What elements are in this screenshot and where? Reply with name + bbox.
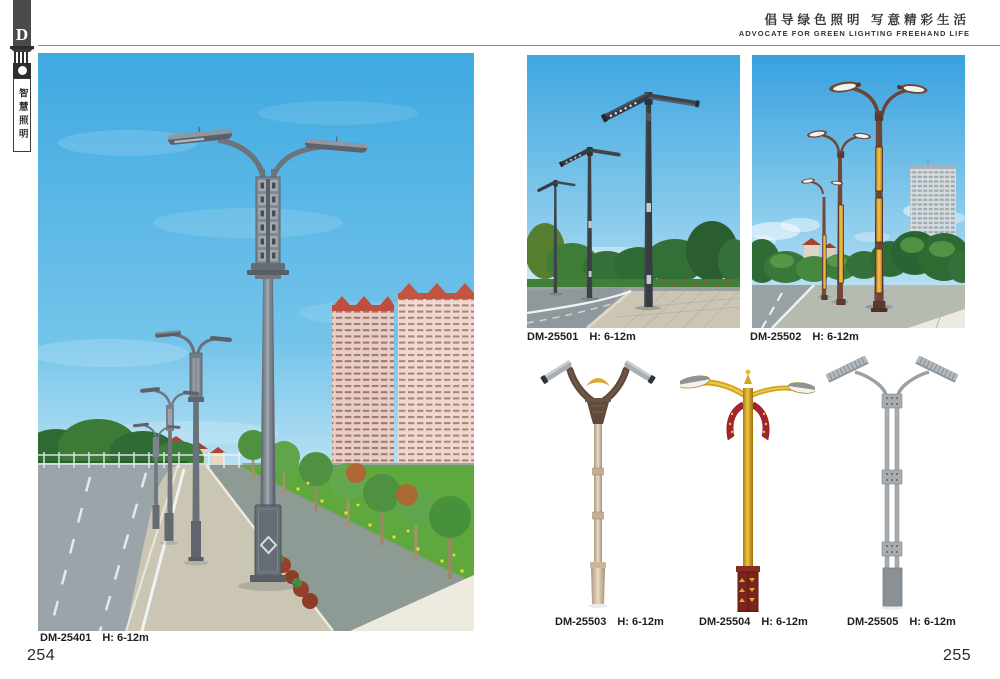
dual-arm-champagne-lamp (540, 359, 656, 608)
page-number-left: 254 (27, 647, 56, 664)
product-caption-dm-25503 (555, 616, 664, 628)
brand-logo (13, 0, 31, 46)
render-dm-25504-lamp (680, 352, 815, 612)
grey-dual-arm-lamp (825, 355, 958, 609)
product-height-spec: H: 6-12m (761, 616, 808, 628)
product-caption-dm-25502 (750, 331, 859, 343)
product-height-spec: H: 6-12m (812, 331, 859, 343)
bulb-dot-icon (18, 66, 27, 75)
photo-dm-25501-street-scene (527, 55, 740, 328)
header-rule (38, 45, 1000, 46)
product-code: DM-25505 (847, 616, 899, 628)
product-height-spec: H: 6-12m (909, 616, 956, 628)
product-height-spec: H: 6-12m (102, 632, 149, 644)
series-label: 智慧照明 (16, 88, 28, 142)
product-code: DM-25401 (40, 632, 92, 644)
product-code: DM-25504 (699, 616, 751, 628)
render-dm-25505-lamp (825, 352, 965, 612)
gold-dual-arm-lamp (680, 370, 815, 613)
product-code: DM-25501 (527, 331, 579, 343)
page-number-right: 255 (943, 647, 972, 664)
street-lamp-icon-stripes (14, 52, 30, 63)
slogan-english: ADVOCATE FOR GREEN LIGHTING FREEHAND LIFE (738, 29, 970, 38)
photo-dm-25401-street-scene (38, 53, 474, 631)
product-height-spec: H: 6-12m (617, 616, 664, 628)
slogan-chinese: 倡导绿色照明 写意精彩生活 (764, 13, 970, 27)
logo-letter: D (15, 25, 29, 44)
photo-dm-25502-street-scene (752, 55, 965, 328)
product-caption-dm-25504 (699, 616, 808, 628)
series-label-box (13, 78, 31, 152)
product-code: DM-25502 (750, 331, 802, 343)
product-caption-dm-25505 (847, 616, 956, 628)
product-code: DM-25503 (555, 616, 607, 628)
render-dm-25503-lamp (528, 352, 668, 612)
street-lamp-icon-bulb (13, 63, 31, 78)
product-caption-dm-25401 (40, 632, 149, 644)
product-height-spec: H: 6-12m (589, 331, 636, 343)
street-lamp-icon (10, 46, 34, 49)
product-caption-dm-25501 (527, 331, 636, 343)
